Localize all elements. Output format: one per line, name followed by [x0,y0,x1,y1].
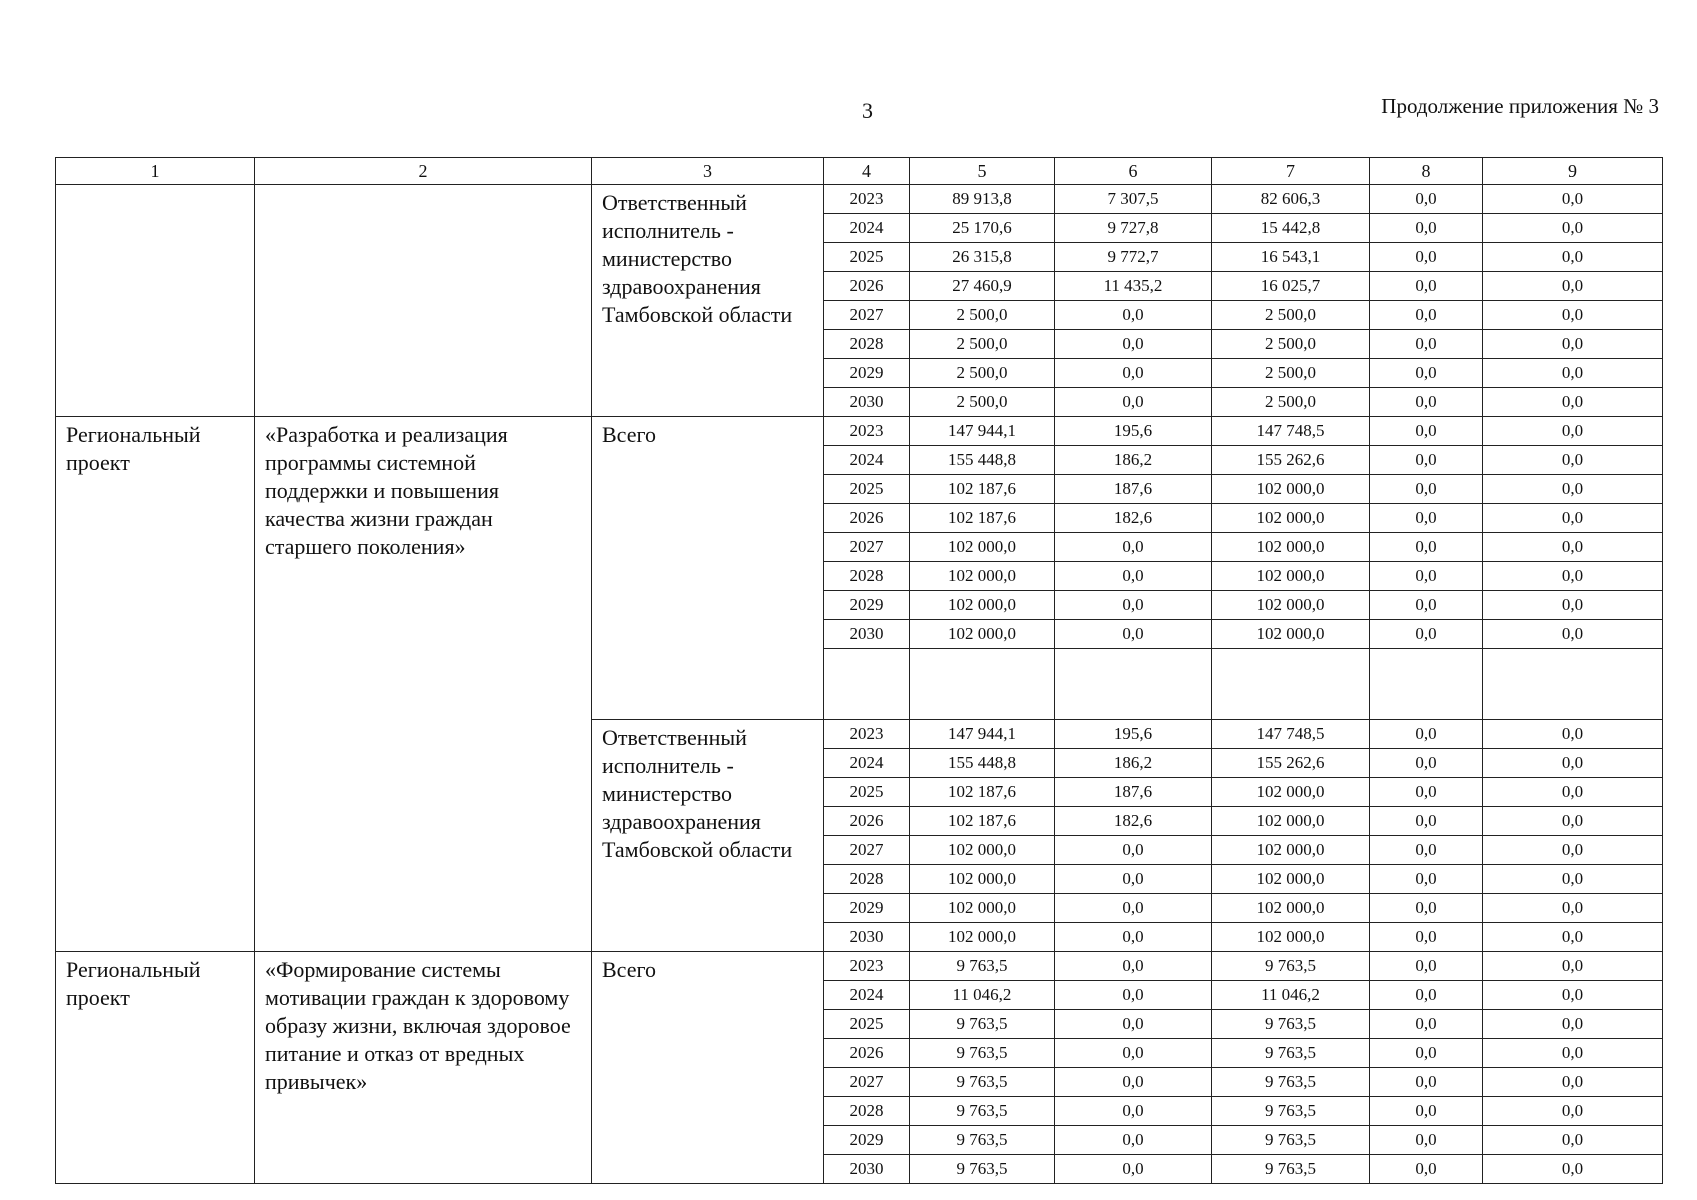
regional-cell: 102 000,0 [1212,475,1370,504]
federal-cell: 186,2 [1055,446,1212,475]
total-cell: 2 500,0 [910,330,1055,359]
federal-cell: 0,0 [1055,865,1212,894]
federal-cell: 0,0 [1055,533,1212,562]
federal-cell: 182,6 [1055,807,1212,836]
total-cell: 9 763,5 [910,1155,1055,1184]
event-type-cell: Региональный проект [56,952,255,1184]
federal-cell: 0,0 [1055,836,1212,865]
federal-cell: 0,0 [1055,388,1212,417]
table-row [56,185,1663,214]
regional-cell: 102 000,0 [1212,533,1370,562]
federal-cell: 186,2 [1055,749,1212,778]
federal-cell: 9 772,7 [1055,243,1212,272]
col8-cell: 0,0 [1370,749,1483,778]
year-cell: 2028 [824,330,910,359]
empty-cell [1370,649,1483,720]
total-cell: 9 763,5 [910,952,1055,981]
year-cell: 2026 [824,272,910,301]
col8-cell: 0,0 [1370,359,1483,388]
total-cell: 102 187,6 [910,807,1055,836]
year-cell: 2028 [824,562,910,591]
federal-cell: 0,0 [1055,1126,1212,1155]
regional-cell: 9 763,5 [1212,1126,1370,1155]
col9-cell: 0,0 [1483,952,1663,981]
page-number: 3 [862,98,873,123]
col8-cell: 0,0 [1370,272,1483,301]
empty-cell [1483,649,1663,720]
total-cell: 102 187,6 [910,475,1055,504]
year-cell: 2030 [824,388,910,417]
col9-cell: 0,0 [1483,185,1663,214]
regional-cell: 9 763,5 [1212,1068,1370,1097]
column-header: 7 [1212,158,1370,185]
total-cell: 11 046,2 [910,981,1055,1010]
col9-cell: 0,0 [1483,562,1663,591]
empty-cell [824,649,910,720]
col9-cell: 0,0 [1483,894,1663,923]
empty-cell [1055,649,1212,720]
column-header: 2 [255,158,592,185]
col8-cell: 0,0 [1370,185,1483,214]
col9-cell: 0,0 [1483,1097,1663,1126]
col9-cell: 0,0 [1483,1155,1663,1184]
federal-cell: 0,0 [1055,1097,1212,1126]
column-header: 3 [592,158,824,185]
column-number-row [56,158,1663,185]
col9-cell: 0,0 [1483,1010,1663,1039]
col8-cell: 0,0 [1370,836,1483,865]
year-cell: 2030 [824,620,910,649]
event-type-cell [56,185,255,417]
col8-cell: 0,0 [1370,1039,1483,1068]
funding-source-cell: Всего [592,952,824,1184]
col9-cell: 0,0 [1483,836,1663,865]
regional-cell: 9 763,5 [1212,1039,1370,1068]
total-cell: 89 913,8 [910,185,1055,214]
year-cell: 2025 [824,1010,910,1039]
total-cell: 102 000,0 [910,923,1055,952]
regional-cell: 2 500,0 [1212,330,1370,359]
col8-cell: 0,0 [1370,591,1483,620]
total-cell: 26 315,8 [910,243,1055,272]
col8-cell: 0,0 [1370,504,1483,533]
funding-source-cell: Всего [592,417,824,720]
year-cell: 2025 [824,243,910,272]
col8-cell: 0,0 [1370,1010,1483,1039]
col9-cell: 0,0 [1483,778,1663,807]
regional-cell: 155 262,6 [1212,749,1370,778]
column-header: 6 [1055,158,1212,185]
regional-cell: 9 763,5 [1212,1155,1370,1184]
year-cell: 2024 [824,749,910,778]
year-cell: 2024 [824,214,910,243]
regional-cell: 2 500,0 [1212,388,1370,417]
year-cell: 2024 [824,446,910,475]
col8-cell: 0,0 [1370,1068,1483,1097]
column-header: 1 [56,158,255,185]
federal-cell: 11 435,2 [1055,272,1212,301]
federal-cell: 0,0 [1055,981,1212,1010]
event-name-cell: «Формирование системы мотивации граждан к здоровому образу жизни, включая здоровое питание и отказ от вредных привычек» [255,952,592,1184]
appendix-continuation-note: Продолжение приложения № 3 [1381,94,1659,118]
year-cell: 2023 [824,185,910,214]
regional-cell: 147 748,5 [1212,417,1370,446]
regional-cell: 16 543,1 [1212,243,1370,272]
col9-cell: 0,0 [1483,591,1663,620]
year-cell: 2030 [824,1155,910,1184]
col8-cell: 0,0 [1370,330,1483,359]
federal-cell: 0,0 [1055,1010,1212,1039]
regional-cell: 82 606,3 [1212,185,1370,214]
col8-cell: 0,0 [1370,533,1483,562]
total-cell: 27 460,9 [910,272,1055,301]
col8-cell: 0,0 [1370,923,1483,952]
federal-cell: 0,0 [1055,359,1212,388]
federal-cell: 0,0 [1055,620,1212,649]
regional-cell: 102 000,0 [1212,894,1370,923]
year-cell: 2024 [824,981,910,1010]
col8-cell: 0,0 [1370,894,1483,923]
regional-cell: 2 500,0 [1212,359,1370,388]
col9-cell: 0,0 [1483,417,1663,446]
col8-cell: 0,0 [1370,475,1483,504]
col9-cell: 0,0 [1483,243,1663,272]
col9-cell: 0,0 [1483,807,1663,836]
budget-table [55,157,1663,1184]
regional-cell: 102 000,0 [1212,591,1370,620]
col9-cell: 0,0 [1483,1068,1663,1097]
year-cell: 2027 [824,836,910,865]
column-header: 5 [910,158,1055,185]
year-cell: 2027 [824,533,910,562]
col9-cell: 0,0 [1483,475,1663,504]
funding-source-cell: Ответственный исполнитель - министерство здравоохранения Тамбовской области [592,720,824,952]
year-cell: 2025 [824,778,910,807]
year-cell: 2030 [824,923,910,952]
year-cell: 2029 [824,894,910,923]
total-cell: 9 763,5 [910,1126,1055,1155]
total-cell: 102 000,0 [910,836,1055,865]
regional-cell: 9 763,5 [1212,1097,1370,1126]
empty-cell [910,649,1055,720]
regional-cell: 102 000,0 [1212,562,1370,591]
federal-cell: 0,0 [1055,562,1212,591]
year-cell: 2027 [824,1068,910,1097]
column-header: 4 [824,158,910,185]
empty-cell [1212,649,1370,720]
federal-cell: 0,0 [1055,923,1212,952]
total-cell: 25 170,6 [910,214,1055,243]
regional-cell: 2 500,0 [1212,301,1370,330]
col9-cell: 0,0 [1483,272,1663,301]
regional-cell: 9 763,5 [1212,952,1370,981]
federal-cell: 0,0 [1055,1039,1212,1068]
table-row [56,952,1663,981]
regional-cell: 9 763,5 [1212,1010,1370,1039]
federal-cell: 187,6 [1055,778,1212,807]
col9-cell: 0,0 [1483,330,1663,359]
col8-cell: 0,0 [1370,620,1483,649]
year-cell: 2026 [824,504,910,533]
col8-cell: 0,0 [1370,301,1483,330]
year-cell: 2023 [824,417,910,446]
col9-cell: 0,0 [1483,749,1663,778]
total-cell: 155 448,8 [910,749,1055,778]
col9-cell: 0,0 [1483,388,1663,417]
total-cell: 102 000,0 [910,620,1055,649]
total-cell: 9 763,5 [910,1039,1055,1068]
regional-cell: 15 442,8 [1212,214,1370,243]
event-type-cell: Региональный проект [56,417,255,952]
federal-cell: 187,6 [1055,475,1212,504]
col9-cell: 0,0 [1483,301,1663,330]
table-row [56,417,1663,446]
regional-cell: 102 000,0 [1212,923,1370,952]
total-cell: 102 000,0 [910,894,1055,923]
col9-cell: 0,0 [1483,923,1663,952]
federal-cell: 0,0 [1055,591,1212,620]
federal-cell: 195,6 [1055,417,1212,446]
col8-cell: 0,0 [1370,446,1483,475]
regional-cell: 102 000,0 [1212,620,1370,649]
col8-cell: 0,0 [1370,388,1483,417]
year-cell: 2023 [824,720,910,749]
total-cell: 102 000,0 [910,591,1055,620]
col8-cell: 0,0 [1370,865,1483,894]
year-cell: 2027 [824,301,910,330]
year-cell: 2025 [824,475,910,504]
col9-cell: 0,0 [1483,504,1663,533]
total-cell: 155 448,8 [910,446,1055,475]
year-cell: 2028 [824,1097,910,1126]
year-cell: 2026 [824,1039,910,1068]
federal-cell: 0,0 [1055,330,1212,359]
total-cell: 9 763,5 [910,1068,1055,1097]
year-cell: 2026 [824,807,910,836]
total-cell: 2 500,0 [910,359,1055,388]
col9-cell: 0,0 [1483,533,1663,562]
federal-cell: 0,0 [1055,1155,1212,1184]
federal-cell: 0,0 [1055,301,1212,330]
total-cell: 2 500,0 [910,301,1055,330]
federal-cell: 182,6 [1055,504,1212,533]
year-cell: 2028 [824,865,910,894]
event-name-cell [255,185,592,417]
column-header: 8 [1370,158,1483,185]
total-cell: 9 763,5 [910,1097,1055,1126]
total-cell: 147 944,1 [910,720,1055,749]
regional-cell: 102 000,0 [1212,504,1370,533]
federal-cell: 195,6 [1055,720,1212,749]
col9-cell: 0,0 [1483,214,1663,243]
col8-cell: 0,0 [1370,417,1483,446]
col8-cell: 0,0 [1370,720,1483,749]
col9-cell: 0,0 [1483,446,1663,475]
col8-cell: 0,0 [1370,243,1483,272]
col9-cell: 0,0 [1483,1126,1663,1155]
federal-cell: 0,0 [1055,952,1212,981]
col8-cell: 0,0 [1370,1155,1483,1184]
year-cell: 2023 [824,952,910,981]
federal-cell: 0,0 [1055,1068,1212,1097]
col8-cell: 0,0 [1370,214,1483,243]
funding-source-cell: Ответственный исполнитель - министерство здравоохранения Тамбовской области [592,185,824,417]
col9-cell: 0,0 [1483,981,1663,1010]
regional-cell: 102 000,0 [1212,836,1370,865]
regional-cell: 102 000,0 [1212,865,1370,894]
total-cell: 102 000,0 [910,865,1055,894]
regional-cell: 16 025,7 [1212,272,1370,301]
col8-cell: 0,0 [1370,1097,1483,1126]
year-cell: 2029 [824,359,910,388]
regional-cell: 102 000,0 [1212,807,1370,836]
col9-cell: 0,0 [1483,720,1663,749]
total-cell: 102 000,0 [910,562,1055,591]
total-cell: 147 944,1 [910,417,1055,446]
total-cell: 102 187,6 [910,504,1055,533]
col9-cell: 0,0 [1483,620,1663,649]
regional-cell: 155 262,6 [1212,446,1370,475]
federal-cell: 0,0 [1055,894,1212,923]
total-cell: 9 763,5 [910,1010,1055,1039]
total-cell: 102 000,0 [910,533,1055,562]
regional-cell: 147 748,5 [1212,720,1370,749]
col8-cell: 0,0 [1370,952,1483,981]
col9-cell: 0,0 [1483,1039,1663,1068]
regional-cell: 102 000,0 [1212,778,1370,807]
total-cell: 102 187,6 [910,778,1055,807]
col8-cell: 0,0 [1370,778,1483,807]
regional-cell: 11 046,2 [1212,981,1370,1010]
col8-cell: 0,0 [1370,562,1483,591]
col8-cell: 0,0 [1370,807,1483,836]
total-cell: 2 500,0 [910,388,1055,417]
col8-cell: 0,0 [1370,981,1483,1010]
col9-cell: 0,0 [1483,359,1663,388]
col9-cell: 0,0 [1483,865,1663,894]
year-cell: 2029 [824,1126,910,1155]
federal-cell: 7 307,5 [1055,185,1212,214]
year-cell: 2029 [824,591,910,620]
column-header: 9 [1483,158,1663,185]
federal-cell: 9 727,8 [1055,214,1212,243]
event-name-cell: «Разработка и реализация программы системной поддержки и повышения качества жизни граждан старшего поколения» [255,417,592,952]
col8-cell: 0,0 [1370,1126,1483,1155]
